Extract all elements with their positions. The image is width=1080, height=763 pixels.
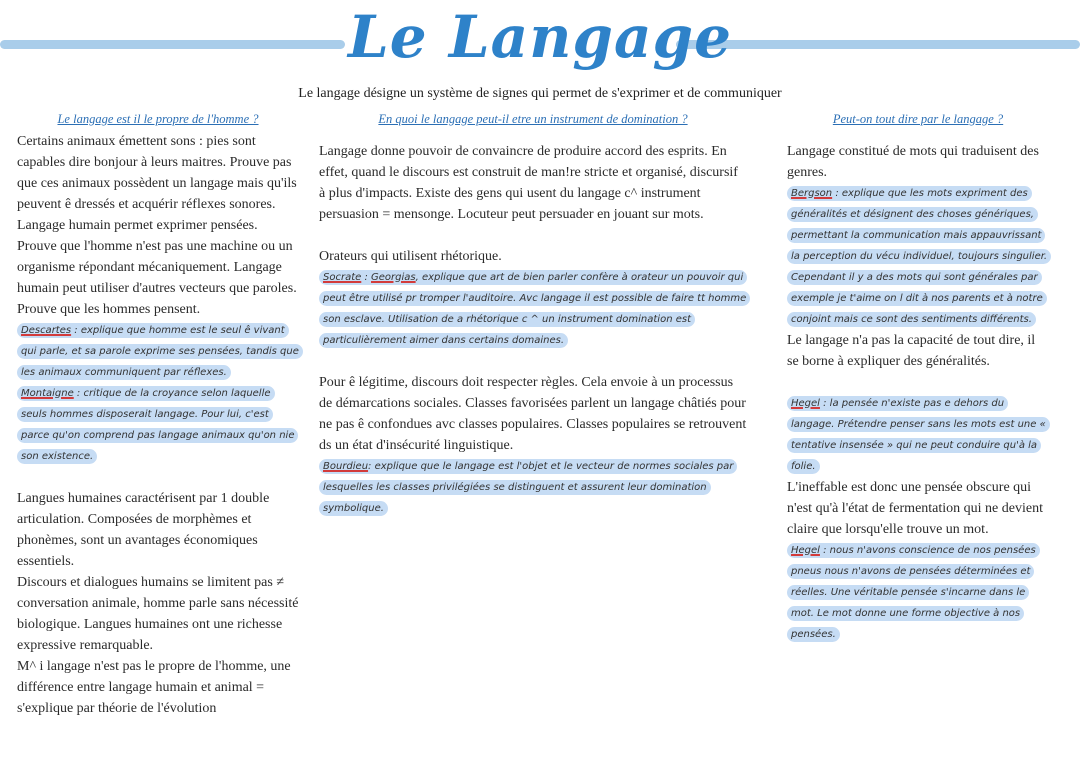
note-socrate: Socrate : Georgias, explique que art de bien parler confère à orateur un pouvoir qui peut être utilisé pr tromper l'auditoire. Avc langage il est possible de faire tt homme son esclave. Utilisation de a rhétorique c ^ un instrument domination est particulièrement aimer dans certains domaines. (319, 267, 747, 351)
paragraph: Langage constitué de mots qui traduisent des genres. (787, 144, 1039, 180)
paragraph: Langues humaines caractérisent par 1 double articulation. Composées de morphèmes et phonèmes, sont un avantages économiques essentiels. (17, 491, 270, 569)
note-hegel (787, 393, 1049, 477)
note-bourdieu (319, 456, 747, 519)
note-text: : explique que homme est le seul ê vivant qui parle, et sa parole exprime ses pensées, tandis que les animaux communiquent par réflexes. (21, 325, 299, 378)
author-name: Hegel (791, 545, 820, 556)
note-hegel-2 (787, 540, 1049, 645)
paragraph: Orateurs qui utilisent rhétorique. (319, 249, 502, 264)
note-text: : la pensée n'existe pas e dehors du langage. Prétendre penser sans les mots est une « tentative insensée » qui ne peut conduire qu'à la folie. (791, 398, 1046, 472)
author-name: Descartes (21, 325, 72, 336)
column-heading: Peut-on tout dire par le langage ? (832, 112, 1004, 126)
note-bergson (787, 183, 1049, 330)
column-heading: En quoi le langage peut-il etre un instrument de domination ? (378, 112, 688, 126)
paragraph: Langage donne pouvoir de convaincre de produire accord des esprits. En effet, quand le discours est construit de man!re stricte et organisé, discursif à plus d'impacts. Existe des gens qui usent du langage c^ instrument persuasion = mensonge. Locuteur peut persuader en jouant sur mots. (319, 144, 738, 222)
note-descartes (17, 320, 299, 383)
author-name: Montaigne (21, 388, 74, 399)
note-montaigne (17, 383, 299, 467)
column-heading: Le langage est il le propre de l'homme ? (57, 112, 259, 126)
author-name: Socrate (323, 272, 362, 283)
page-title: Le Langage (348, 3, 732, 71)
note-text: : nous n'avons conscience de nos pensées pneus nous n'avons de pensées déterminées et réelles. Une véritable pensée s'incarne dans le mot. Le mot donne une forme objective à nos pensées. (791, 545, 1036, 640)
paragraph: Le langage n'a pas la capacité de tout dire, il se borne à expliquer des généralités. (787, 333, 1036, 369)
column-tout-dire (787, 112, 1049, 645)
column-propre-homme (17, 112, 299, 719)
paragraph: Certains animaux émettent sons : pies sont capables dire bonjour à leurs maitres. Prouve pas que ces animaux possèdent un langage mais qu'ils peuvent ê dressés et acquérir réflexes sonores. (17, 134, 297, 212)
note-text: , explique que art de bien parler confère à orateur un pouvoir qui peut être utilisé pr tromper l'auditoire. Avc langage il est possible de faire tt homme son esclave. Utilisation de a rhétorique c ^ un instrument domination est particulièrement aimer dans certains domaines. (323, 272, 747, 346)
author-name: Bergson (791, 188, 833, 199)
note-text: : explique que le langage est l'objet et le vecteur de normes sociales par lesquelles les classes privilégiées se distinguent et assurent leur domination symbolique. (323, 461, 734, 514)
paragraph: Pour ê légitime, discours doit respecter règles. Cela envoie à un processus de démarcations sociales. Classes favorisées parlent un langage châtiés pour ne pas ê confondues avc classes populaires. Classes populaires se retrouvent ds un état d'insécurité linguistique. (319, 375, 747, 453)
paragraph: Langage humain permet exprimer pensées. Prouve que l'homme n'est pas une machine ou un organisme répondant mécaniquement. Langage humain peut utiliser d'autres vecteurs que paroles. Prouve que les hommes pensent. (17, 218, 297, 317)
author-name: Georgias (371, 272, 416, 283)
paragraph: L'ineffable est donc une pensée obscure qui n'est qu'à l'état de fermentation qui ne devient claire que lorsqu'elle trouve un mot. (787, 480, 1043, 537)
author-name: Bourdieu (323, 461, 369, 472)
paragraph: Discours et dialogues humains se limitent pas ≠ conversation animale, homme parle sans nécessité biologique. Langues humaines ont une richesse expressive remarquable. (17, 575, 299, 653)
paragraph: M^ i langage n'est pas le propre de l'homme, une différence entre langage humain et animal = s'explique par théorie de l'évolution (17, 659, 291, 716)
author-name: Hegel (791, 398, 820, 409)
column-domination (319, 112, 747, 519)
subtitle: Le langage désigne un système de signes qui permet de s'exprimer et de communiquer (298, 86, 782, 101)
note-text: : critique de la croyance selon laquelle seuls hommes disposerait langage. Pour lui, c'est parce qu'on comprend pas langage animaux qu'on nie son existence. (21, 388, 295, 462)
note-text: : explique que les mots expriment des généralités et désignent des choses génériques, permettant la communication mais appauvrissant la perception du vécu individuel, toujours singulier. Cependant il y a des mots qui sont générales par exemple je t'aime on l dit à nos parents et à notre conjoint mais ce sont des sentiments différents. (791, 188, 1048, 325)
